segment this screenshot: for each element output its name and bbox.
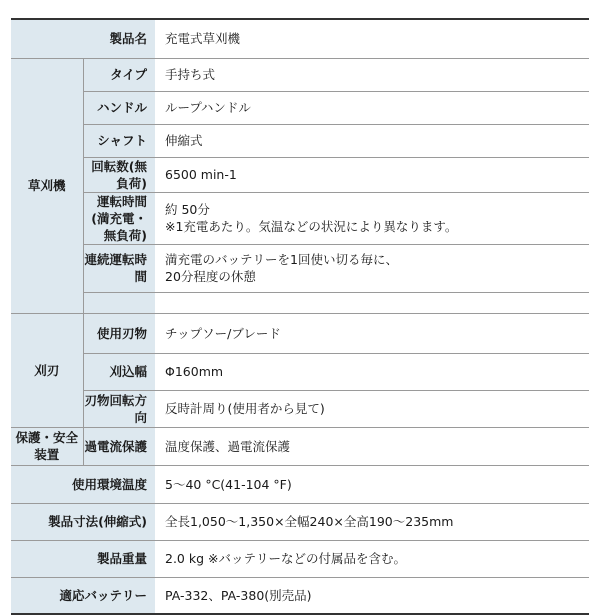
battery-label: 適応バッテリー — [11, 577, 155, 614]
continuous-value-line2: 20分程度の休憩 — [165, 269, 256, 284]
group-safety-line1: 保護・安全 — [15, 430, 78, 445]
row-cut-width — [11, 353, 589, 390]
runtime-label-line1: 運転時間 — [96, 193, 147, 209]
env-temp-value: 5～40 °C(41-104 °F) — [155, 465, 589, 503]
product-name-label: 製品名 — [11, 19, 155, 58]
group-blade: 刈刃 — [11, 313, 83, 427]
row-runtime — [11, 192, 589, 244]
row-rotation — [11, 390, 589, 427]
type-value: 手持ち式 — [155, 58, 589, 91]
spec-table — [11, 18, 589, 615]
dimensions-label: 製品寸法(伸縮式) — [11, 503, 155, 540]
row-shaft — [11, 124, 589, 157]
row-product-name — [11, 19, 589, 58]
shaft-label: シャフト — [83, 124, 155, 157]
weight-value: 2.0 kg ※バッテリーなどの付属品を含む。 — [155, 540, 589, 577]
runtime-label-line2: (満充電・無負荷) — [91, 210, 147, 243]
dimensions-value: 全長1,050～1,350×全幅240×全高190～235mm — [155, 503, 589, 540]
row-spacer — [11, 292, 589, 313]
product-name-value: 充電式草刈機 — [155, 19, 589, 58]
blade-used-label: 使用刃物 — [83, 313, 155, 353]
spacer-label — [83, 292, 155, 313]
battery-value: PA-332、PA-380(別売品) — [155, 577, 589, 614]
continuous-label: 連続運転時間 — [83, 244, 155, 292]
row-overcurrent — [11, 427, 589, 465]
rotation-value: 反時計周り(使用者から見て) — [155, 390, 589, 427]
env-temp-label: 使用環境温度 — [11, 465, 155, 503]
continuous-value-line1: 満充電のバッテリーを1回使い切る毎に、 — [165, 252, 398, 267]
blade-used-value: チップソー/ブレード — [155, 313, 589, 353]
group-mower: 草刈機 — [11, 58, 83, 313]
row-env-temp — [11, 465, 589, 503]
spacer-value — [155, 292, 589, 313]
row-battery — [11, 577, 589, 614]
row-blade-used — [11, 313, 589, 353]
row-rpm — [11, 157, 589, 192]
group-safety — [11, 427, 83, 465]
rpm-value: 6500 min-1 — [155, 157, 589, 192]
weight-label: 製品重量 — [11, 540, 155, 577]
row-dimensions — [11, 503, 589, 540]
row-handle — [11, 91, 589, 124]
cut-width-value: Φ160mm — [155, 353, 589, 390]
runtime-label — [83, 192, 155, 244]
continuous-value — [155, 244, 589, 292]
runtime-value-line2: ※1充電あたり。気温などの状況により異なります。 — [165, 219, 458, 234]
row-type — [11, 58, 589, 91]
type-label: タイプ — [83, 58, 155, 91]
handle-label: ハンドル — [83, 91, 155, 124]
row-weight — [11, 540, 589, 577]
overcurrent-value: 温度保護、過電流保護 — [155, 427, 589, 465]
runtime-value-line1: 約 50分 — [165, 202, 210, 217]
cut-width-label: 刈込幅 — [83, 353, 155, 390]
rpm-label: 回転数(無負荷) — [83, 157, 155, 192]
handle-value: ループハンドル — [155, 91, 589, 124]
group-safety-line2: 装置 — [34, 447, 60, 462]
row-continuous — [11, 244, 589, 292]
rotation-label: 刃物回転方向 — [83, 390, 155, 427]
runtime-value — [155, 192, 589, 244]
shaft-value: 伸縮式 — [155, 124, 589, 157]
overcurrent-label: 過電流保護 — [83, 427, 155, 465]
